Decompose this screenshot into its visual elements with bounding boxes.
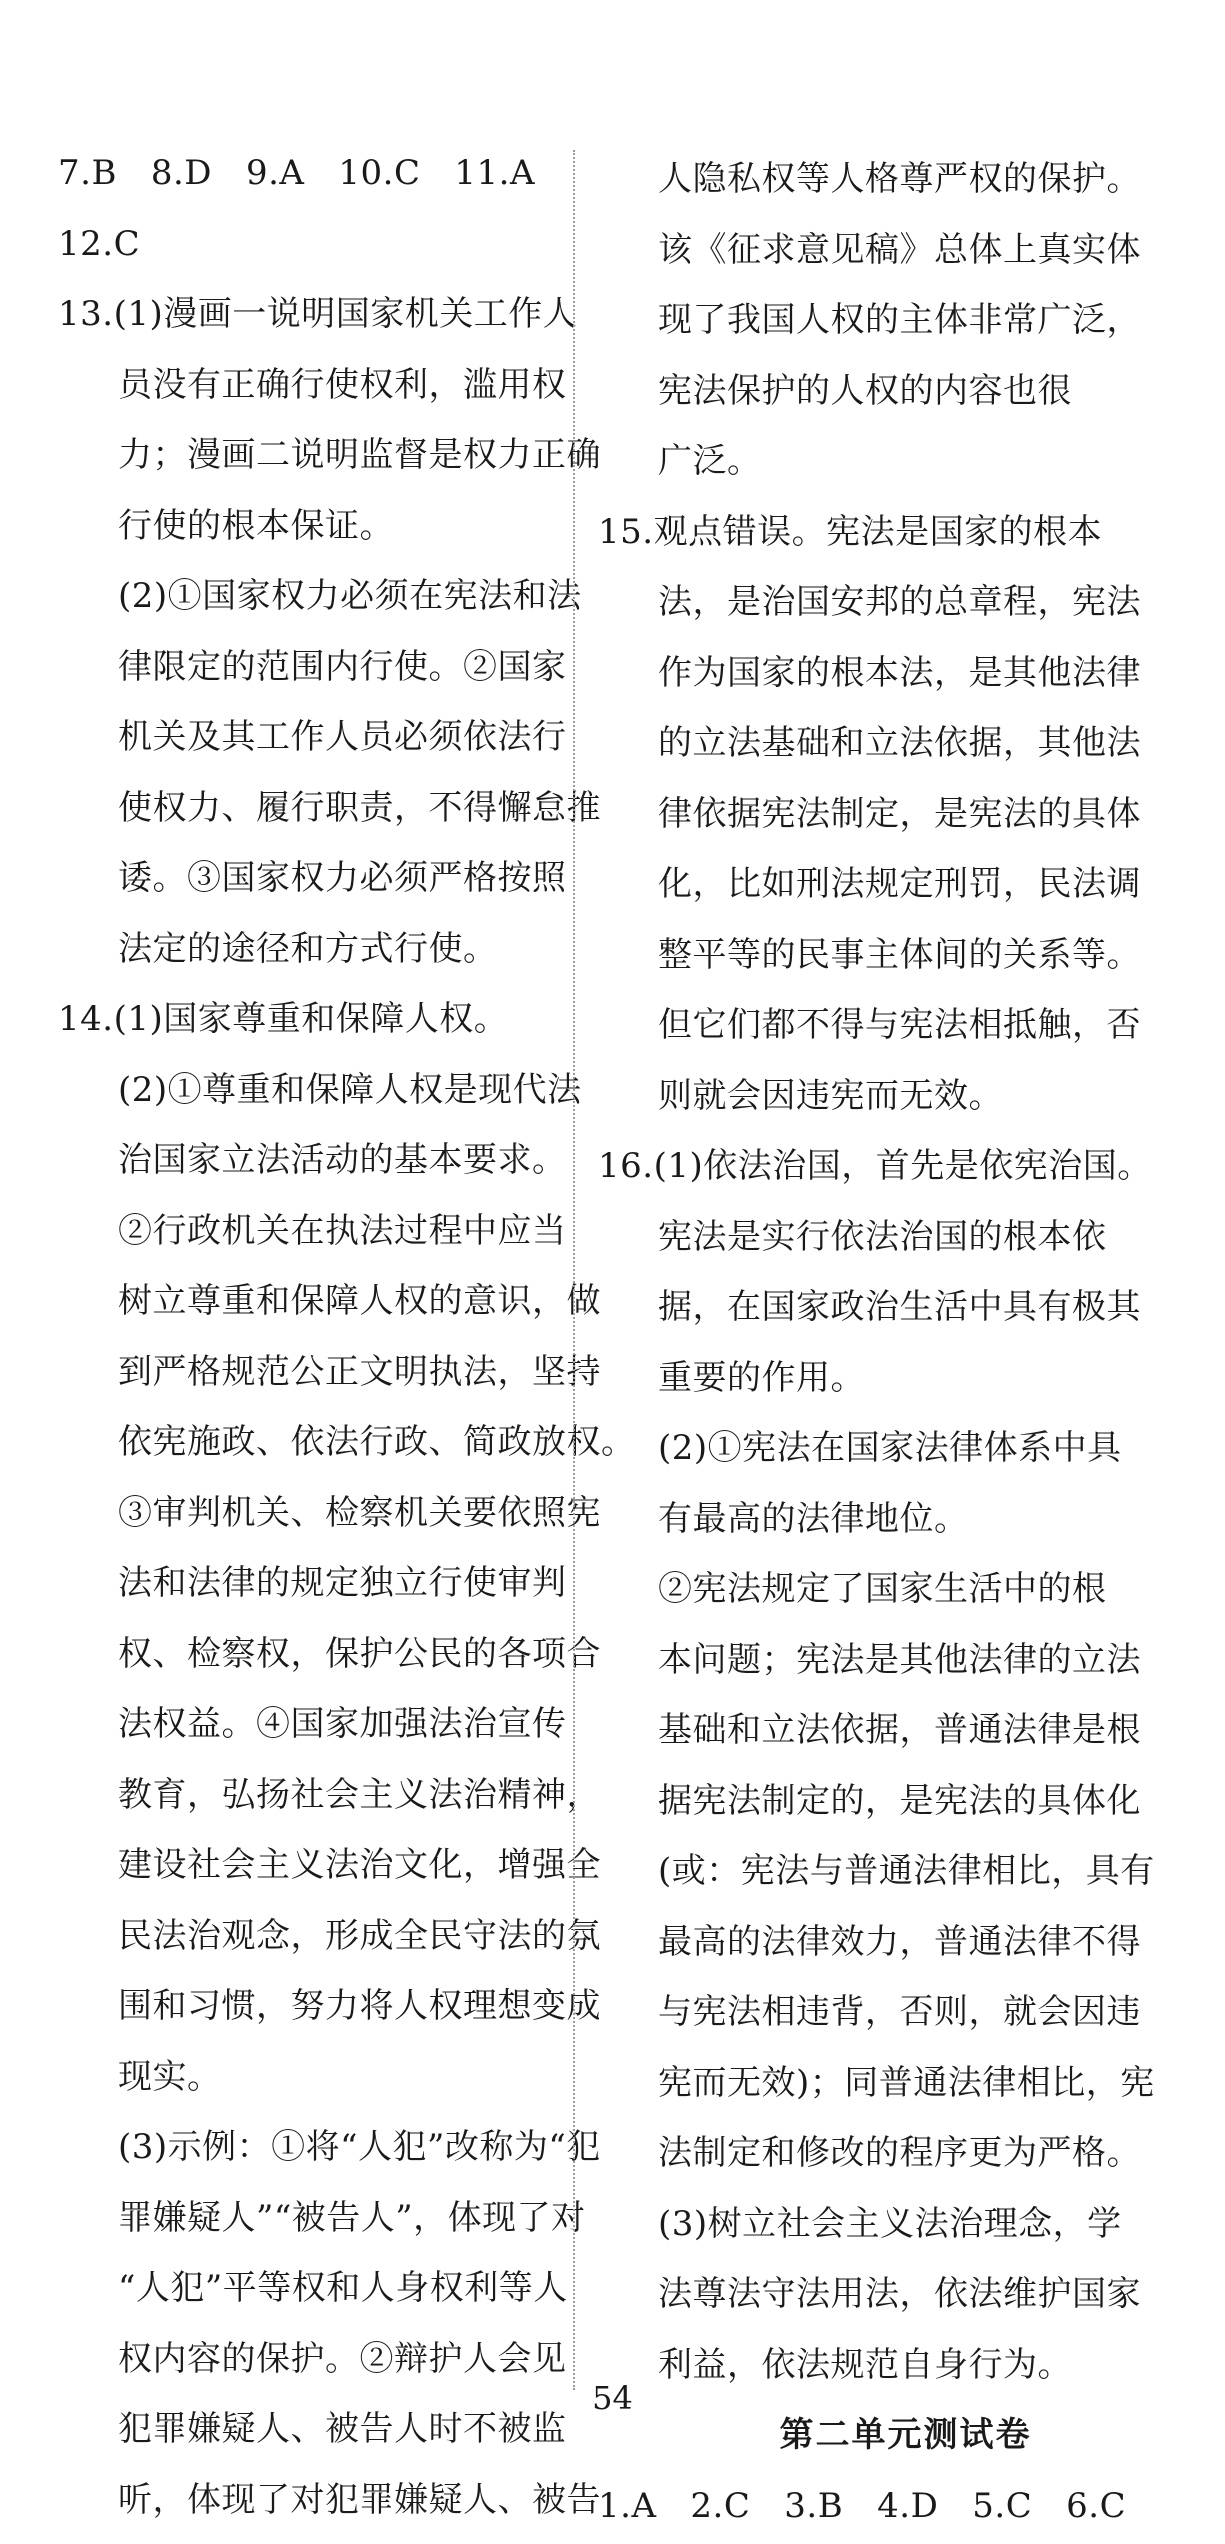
text-line: 治国家立法活动的基本要求。	[118, 1140, 567, 1180]
text-line: (或：宪法与普通法律相比，具有	[658, 1851, 1155, 1891]
text-line: 建设社会主义法治文化，增强全	[118, 1845, 601, 1885]
text-line: 宪法是实行依法治国的根本依	[658, 1216, 1107, 1257]
text-line: 作为国家的根本法，是其他法律	[658, 652, 1141, 693]
text-line: 行使的根本保证。	[118, 505, 394, 546]
text-line: 现实。	[118, 2056, 222, 2097]
text-line: 围和习惯，努力将人权理想变成	[118, 1986, 601, 2026]
text-line: 犯罪嫌疑人、被告人时不被监	[118, 2409, 567, 2449]
text-line: 12.C	[58, 223, 141, 264]
text-line: 但它们都不得与宪法相抵触，否	[658, 1005, 1141, 1045]
text-line: 依宪施政、依法行政、简政放权。	[118, 1422, 636, 1462]
text-line: 法制定和修改的程序更为严格。	[658, 2133, 1141, 2173]
text-line: (2)①宪法在国家法律体系中具	[658, 1428, 1122, 1468]
right-column	[598, 144, 1153, 2541]
text-line: 13.(1)漫画一说明国家机关工作人	[58, 294, 578, 334]
text-line: 宪而无效)；同普通法律相比，宪	[658, 2062, 1155, 2103]
text-line: 员没有正确行使权利，滥用权	[118, 364, 567, 405]
text-line: 力；漫画二说明监督是权力正确	[118, 435, 601, 475]
text-line: 宪法保护的人权的内容也很	[658, 370, 1072, 411]
text-line: 法尊法守法用法，依法维护国家	[658, 2274, 1141, 2314]
text-line: 教育，弘扬社会主义法治精神，	[118, 1774, 601, 1815]
text-line: (2)①尊重和保障人权是现代法	[118, 1069, 582, 1110]
text-line: 律依据宪法制定，是宪法的具体	[658, 793, 1141, 834]
text-line: (3)树立社会主义法治理念，学	[658, 2203, 1122, 2244]
text-line: ③审判机关、检察机关要依照宪	[118, 1492, 601, 1533]
text-line: 民法治观念，形成全民守法的氛	[118, 1915, 601, 1956]
text-line: 最高的法律效力，普通法律不得	[658, 1921, 1141, 1962]
text-line: 机关及其工作人员必须依法行	[118, 717, 567, 757]
text-line: (2)①国家权力必须在宪法和法	[118, 576, 582, 616]
text-line: 法和法律的规定独立行使审判	[118, 1563, 567, 1603]
section-heading: 第二单元测试卷	[779, 2415, 1032, 2455]
text-line: 广泛。	[658, 441, 762, 481]
text-line: 该《征求意见稿》总体上真实体	[658, 229, 1141, 270]
text-line: 15.观点错误。宪法是国家的根本	[598, 511, 1103, 552]
text-line: (3)示例：①将“人犯”改称为“犯	[118, 2127, 601, 2167]
text-line: 听，体现了对犯罪嫌疑人、被告	[118, 2479, 601, 2520]
text-line: 基础和立法依据，普通法律是根	[658, 1710, 1141, 1750]
answers-line: 1.A 2.C 3.B 4.D 5.C 6.C	[598, 2485, 1127, 2526]
text-line: 法权益。④国家加强法治宣传	[118, 1704, 567, 1744]
text-line: 人隐私权等人格尊严权的保护。	[658, 159, 1141, 199]
text-line: 7.B 8.D 9.A 10.C 11.A	[58, 153, 536, 193]
text-line: 本问题；宪法是其他法律的立法	[658, 1639, 1141, 1680]
text-line: 现了我国人权的主体非常广泛，	[658, 300, 1141, 340]
text-line: 诿。③国家权力必须严格按照	[118, 858, 567, 898]
text-line: 权内容的保护。②辩护人会见	[118, 2338, 567, 2379]
text-line: 树立尊重和保障人权的意识，做	[118, 1281, 601, 1321]
text-line: 16.(1)依法治国，首先是依宪治国。	[598, 1146, 1152, 1186]
text-line: 律限定的范围内行使。②国家	[118, 646, 567, 687]
text-line: 利益，依法规范自身行为。	[658, 2344, 1072, 2385]
text-line: 重要的作用。	[658, 1357, 865, 1398]
text-line: ②行政机关在执法过程中应当	[118, 1210, 567, 1251]
page-number: 54	[592, 2379, 633, 2417]
text-line: 到严格规范公正文明执法，坚持	[118, 1351, 601, 1392]
text-line: 则就会因违宪而无效。	[658, 1075, 1003, 1116]
text-line: 有最高的法律地位。	[658, 1498, 969, 1539]
text-line: 14.(1)国家尊重和保障人权。	[58, 999, 509, 1039]
text-line: 据，在国家政治生活中具有极其	[658, 1287, 1141, 1327]
text-line: 与宪法相违背，否则，就会因违	[658, 1992, 1141, 2032]
text-line: 罪嫌疑人”“被告人”，体现了对	[118, 2197, 586, 2238]
text-line: 化，比如刑法规定刑罚，民法调	[658, 864, 1141, 904]
text-line: 法定的途径和方式行使。	[118, 928, 498, 969]
text-line: 整平等的民事主体间的关系等。	[658, 934, 1141, 975]
text-line: 据宪法制定的，是宪法的具体化	[658, 1780, 1141, 1821]
text-line: “人犯”平等权和人身权利等人	[118, 2268, 568, 2308]
right-column-lines	[598, 144, 1153, 2400]
text-line: 的立法基础和立法依据，其他法	[658, 723, 1141, 763]
text-line: 权、检察权，保护公民的各项合	[118, 1633, 601, 1674]
column-divider	[573, 150, 575, 2390]
text-line: ②宪法规定了国家生活中的根	[658, 1569, 1107, 1609]
text-line: 使权力、履行职责，不得懈怠推	[118, 787, 601, 828]
text-line: 法，是治国安邦的总章程，宪法	[658, 582, 1141, 622]
